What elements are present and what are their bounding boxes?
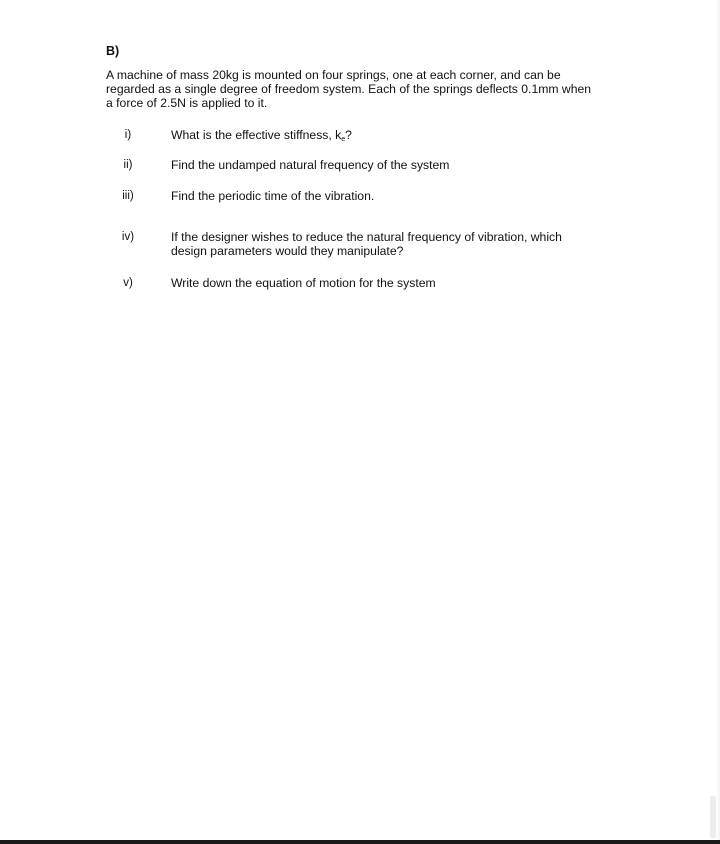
question-number: iv) — [121, 231, 135, 243]
intro-line: regarded as a single degree of freedom system. Each of the springs deflects 0.1mm when — [106, 82, 592, 96]
question-text-end: ? — [345, 128, 352, 142]
scrollbar-thumb[interactable] — [710, 796, 716, 838]
intro-line: a force of 2.5N is applied to it. — [106, 96, 268, 110]
question-text-line: If the designer wishes to reduce the natural frequency of vibration, which — [171, 230, 562, 244]
question-text — [171, 230, 611, 258]
section-label: B) — [106, 44, 120, 58]
page-edge-shadow — [716, 0, 720, 840]
question-number: ii) — [123, 159, 133, 171]
question-number: i) — [124, 129, 132, 141]
question-text: Find the undamped natural frequency of the system — [171, 158, 450, 172]
question-text: Find the periodic time of the vibration. — [171, 189, 375, 203]
question-text: Write down the equation of motion for the system — [171, 276, 436, 290]
question-text-line: design parameters would they manipulate? — [171, 244, 404, 258]
intro-line: A machine of mass 20kg is mounted on four springs, one at each corner, and can be — [106, 68, 561, 82]
question-number: iii) — [122, 190, 134, 202]
question-number: v) — [123, 277, 133, 289]
problem-statement — [106, 68, 646, 110]
stiffness-subscript: e — [341, 136, 346, 143]
bottom-border — [0, 840, 720, 844]
question-text-main: What is the effective stiffness, k — [171, 128, 342, 142]
question-text — [171, 128, 611, 147]
